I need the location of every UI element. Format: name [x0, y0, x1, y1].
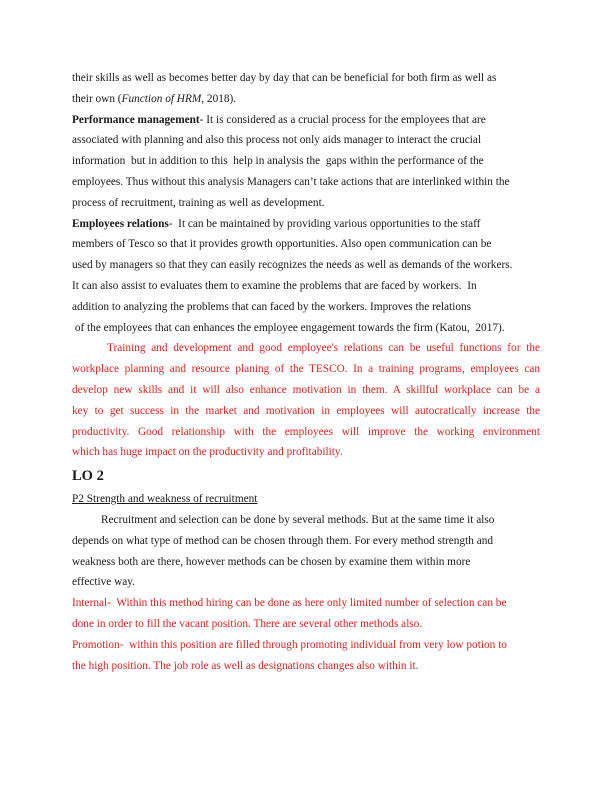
relations-heading: Employees relations — [72, 217, 169, 230]
promotion-line1: Promotion- within this position are filled through promoting individual from very low potion to — [72, 638, 507, 651]
training-line6: which has huge impact on the productivity and profitability. — [72, 446, 343, 459]
recruitment-line4: effective way. — [72, 576, 136, 589]
relations-line1 — [72, 214, 540, 235]
lo2-subheading-line — [72, 489, 540, 510]
lo2-heading: LO 2 — [72, 468, 104, 485]
recruitment-line3: weakness both are there, however methods can be chosen by examine them within more — [72, 555, 471, 568]
relations-line6: of the employees that can enhances the employee engagement towards the firm (Katou, 2017). — [72, 321, 505, 334]
training-line2: workplace planning and resource planing of the TESCO. In a training programs, employees can — [72, 363, 540, 376]
internal-line2: done in order to fill the vacant position. There are several other methods also. — [72, 617, 423, 630]
para1-line2-pre: their own ( — [72, 92, 122, 105]
performance-line3: information but in addition to this help in analysis the gaps within the performance of the — [72, 155, 484, 168]
performance-line1-rest: - It is considered as a crucial process for the employees that are — [199, 113, 486, 126]
document-page — [72, 68, 540, 676]
internal-line1: Internal- Within this method hiring can be done as here only limited number of selection can be — [72, 597, 507, 610]
training-line1: Training and development and good employee's relations can be useful functions for the — [107, 342, 540, 355]
performance-line5: process of recruitment, training as well as development. — [72, 196, 325, 209]
performance-line1 — [72, 110, 540, 131]
relations-line3: used by managers so that they can easily recognizes the needs as well as demands of the workers. — [72, 259, 513, 272]
relations-line2: members of Tesco so that it provides growth opportunities. Also open communication can be — [72, 238, 492, 251]
relations-line5: addition to analyzing the problems that can faced by the workers. Improves the relations — [72, 300, 472, 313]
para1-line1: their skills as well as becomes better day by day that can be beneficial for both firm as well as — [72, 72, 497, 84]
relations-line1-rest: - It can be maintained by providing various opportunities to the staff — [168, 217, 481, 230]
para1-line2-post: 2018). — [204, 92, 237, 105]
recruitment-line1: Recruitment and selection can be done by several methods. But at the same time it also — [101, 513, 495, 526]
performance-line2: associated with planning and also this process not only aids manager to interact the crucial — [72, 134, 482, 147]
training-line4: key to get success in the market and motivation in employees will autocratically increase the — [72, 404, 540, 417]
citation-function-of-hrm: Function of HRM, — [121, 92, 205, 105]
training-line3: develop new skills and it will also enhance motivation in them. A skillful workplace can be a — [72, 383, 540, 396]
performance-heading: Performance management — [72, 113, 200, 126]
relations-line4: It can also assist to evaluates them to examine the problems that are faced by workers. In — [72, 279, 477, 292]
promotion-line2: the high position. The job role as well as designations changes also within it. — [72, 659, 419, 672]
recruitment-line2: depends on what type of method can be chosen through them. For every method strength and — [72, 534, 494, 547]
training-line5: productivity. Good relationship with the employees will improve the working environment — [72, 425, 540, 438]
performance-line4: employees. Thus without this analysis Managers can’t take actions that are interlinked within the — [72, 175, 510, 188]
lo2-subheading: P2 Strength and weakness of recruitment — [72, 493, 258, 506]
para1-line2 — [72, 89, 540, 110]
